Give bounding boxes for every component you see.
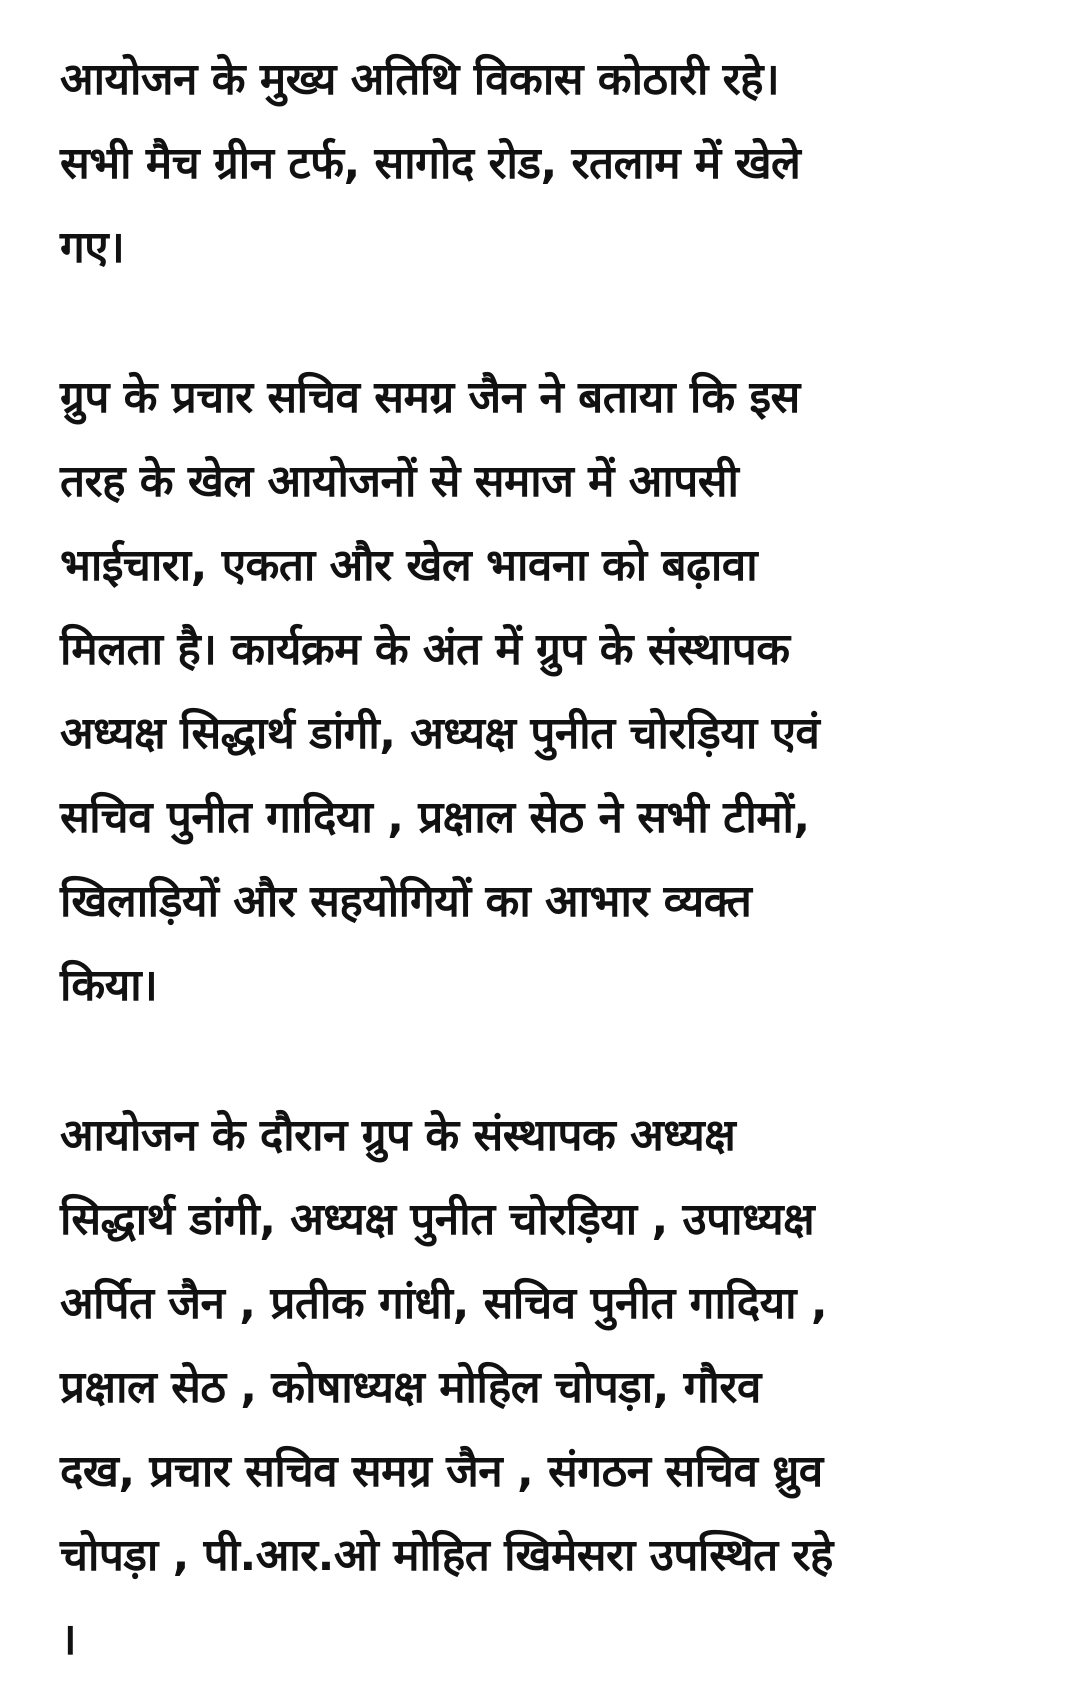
article-body (60, 38, 1020, 1682)
text-line: अध्यक्ष सिद्धार्थ डांगी, अध्यक्ष पुनीत चोरड़िया एवं (60, 708, 820, 759)
text-line: दख, प्रचार सचिव समग्र जैन , संगठन सचिव ध्रुव (60, 1446, 823, 1497)
text-line: खिलाड़ियों और सहयोगियों का आभार व्यक्त (60, 876, 752, 927)
text-line: भाईचारा, एकता और खेल भावना को बढ़ावा (60, 540, 758, 591)
text-line: प्रक्षाल सेठ , कोषाध्यक्ष मोहिल चोपड़ा, गौरव (60, 1362, 761, 1413)
paragraph-spacer (60, 290, 1020, 356)
text-line: मिलता है। कार्यक्रम के अंत में ग्रुप के संस्थापक (60, 624, 790, 675)
text-line: सिद्धार्थ डांगी, अध्यक्ष पुनीत चोरड़िया , उपाध्यक्ष (60, 1194, 815, 1245)
text-line: गए। (60, 222, 125, 273)
paragraph-chief-guest (60, 38, 1020, 290)
paragraph-publicity-secretary (60, 356, 1020, 1028)
paragraph-attendees (60, 1094, 1020, 1682)
text-line: आयोजन के दौरान ग्रुप के संस्थापक अध्यक्ष (60, 1110, 736, 1161)
paragraph-spacer (60, 1028, 1020, 1094)
text-line: सभी मैच ग्रीन टर्फ, सागोद रोड, रतलाम में खेले (60, 138, 801, 189)
text-line: चोपड़ा , पी.आर.ओ मोहित खिमेसरा उपस्थित रहे (60, 1530, 833, 1581)
text-line: । (60, 1614, 77, 1665)
text-line: ग्रुप के प्रचार सचिव समग्र जैन ने बताया कि इस (60, 372, 800, 423)
text-line: तरह के खेल आयोजनों से समाज में आपसी (60, 456, 739, 507)
text-line: किया। (60, 960, 158, 1011)
text-line: सचिव पुनीत गादिया , प्रक्षाल सेठ ने सभी टीमों, (60, 792, 810, 843)
text-line: अर्पित जैन , प्रतीक गांधी, सचिव पुनीत गादिया , (60, 1278, 828, 1329)
text-line: आयोजन के मुख्य अतिथि विकास कोठारी रहे। (60, 54, 780, 105)
